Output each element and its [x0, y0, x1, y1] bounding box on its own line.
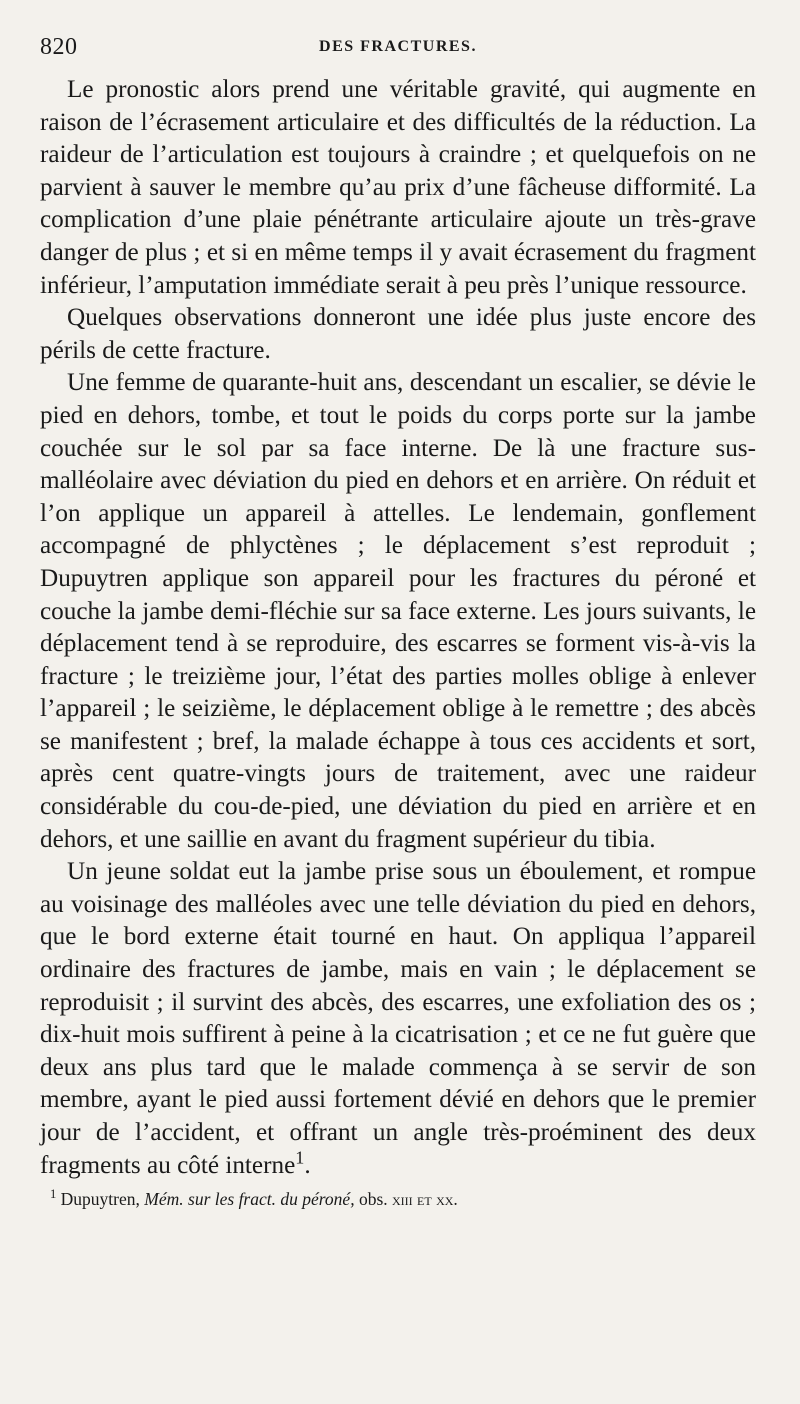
paragraph-prognosis: Le pronostic alors prend une véritable gravité, qui augmente en raison de l’écrasement articulaire et des difficultés de la réduction. La raideur de l’articulation est toujours à craindre ; et quelquefois on ne parvient à sauver le membre qu’au prix d’une fâcheuse difformité. La complication d’une plaie pénétrante articulaire ajoute un très-grave danger de plus ; et si en même temps il y avait écrasement du fragment inférieur, l’amputation immédiate serait à peu près l’unique ressource. [40, 76, 756, 299]
paragraph-observation-woman: Une femme de quarante-huit ans, descendant un escalier, se dévie le pied en dehors, tombe, et tout le poids du corps porte sur la jambe couchée sur le sol par sa face interne. De là une fracture sus-malléolaire avec déviation du pied en dehors et en arrière. On réduit et l’on applique un appareil à attelles. Le lendemain, gonflement accompagné de phlyctènes ; le déplacement s’est reproduit ; Dupuytren applique son appareil pour les fractures du péroné et couche la jambe demi-fléchie sur sa face externe. Les jours suivants, le déplacement tend à se reproduire, des escarres se forment vis-à-vis la fracture ; le treizième jour, l’état des parties molles oblige à enlever l’appareil ; le seizième, le déplacement oblige à le remettre ; des abcès se manifestent ; bref, la malade échappe à tous ces accidents et sort, après cent quatre-vingts jours de traitement, avec une raideur considérable du cou-de-pied, une déviation du pied en arrière et en dehors, et une saillie en avant du fragment supérieur du tibia. [40, 369, 756, 853]
footnote-marker: 1 [50, 1187, 57, 1202]
footnote-reference[interactable]: 1 [295, 1147, 305, 1168]
footnote-author: Dupuytren, [60, 1189, 140, 1210]
paragraph-observations-intro: Quelques observations donneront une idée plus juste encore des périls de cette fracture. [40, 304, 756, 364]
running-title: DES FRACTURES. [319, 38, 477, 55]
page-number: 820 [40, 34, 78, 60]
paragraph-observation-soldier: Un jeune soldat eut la jambe prise sous un éboulement, et rompue au voisinage des malléoles avec une telle déviation du pied en dehors, que le bord externe était tourné en haut. On appliqua l’appareil ordinaire des fractures de jambe, mais en vain ; le déplacement se reproduisit ; il survint des abcès, des escarres, une exfoliation des os ; dix-huit mois suffirent à peine à la cicatrisation ; et ce ne fut guère que deux ans plus tard que le malade commença à se servir de son membre, ayant le pied aussi fortement dévié en dehors que le premier jour de l’accident, et offrant un angle très-proéminent des deux fragments au côté interne$^1$. [40, 858, 756, 1179]
footnote-ref-numbers: xiii et xx. [392, 1189, 458, 1210]
body-text [40, 74, 756, 1182]
paragraph-observation-soldier-text: Un jeune soldat eut la jambe prise sous un éboulement, et rompue au voisinage des malléoles avec une telle déviation du pied en dehors, que le bord externe était tourné en haut. On appliqua l’appareil ordinaire des fractures de jambe, mais en vain ; le déplacement se reproduisit ; il survint des abcès, des escarres, une exfoliation des os ; dix-huit mois suffirent à peine à la cicatrisation ; et ce ne fut guère que deux ans plus tard que le malade commença à se servir de son membre, ayant le pied aussi fortement dévié en dehors que le premier jour de l’accident, et offrant un angle très-proéminent des deux fragments au côté interne [40, 858, 756, 1179]
footnote-title: Mém. sur les fract. du péroné, [144, 1189, 355, 1210]
footnote [40, 1186, 756, 1212]
running-head [40, 34, 756, 74]
footnote-ref-prefix: obs. [358, 1189, 388, 1210]
